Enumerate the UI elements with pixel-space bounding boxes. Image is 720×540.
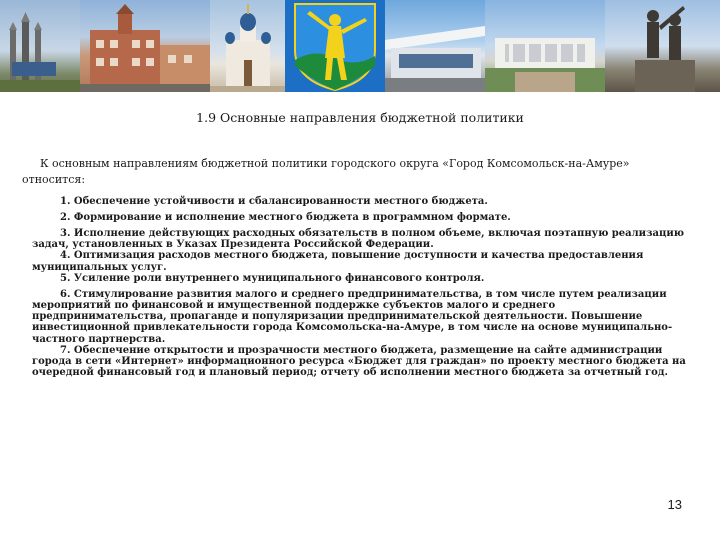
intro-paragraph: К основным направлениям бюджетной политики городского округа «Город Комсомольск-на-Амуре» относится: xyxy=(22,157,630,186)
slide-title: 1.9 Основные направления бюджетной политики xyxy=(196,110,524,125)
list-item: 6. Стимулирование развития малого и среднего предпринимательства, в том числе путем реализации мероприятий по финансовой и имущественной поддержке субъектов малого и среднего предпринимательства, пропаганде и популяризации предпринимательской деятельности. Повышение инвестиционной привлекательности города Комсомольска-на-Амуре, в том числе на основе муниципально-частного партнерства. xyxy=(32,288,673,345)
town-buildings-photo xyxy=(80,0,210,92)
list-item: 4. Оптимизация расходов местного бюджета, повышение доступности и качества предоставления муниципальных услуг. xyxy=(32,250,644,273)
list-item: 2. Формирование и исполнение местного бюджета в программном формате. xyxy=(60,212,511,223)
city-coat-of-arms xyxy=(285,0,385,92)
list-item: 7. Обеспечение открытости и прозрачности местного бюджета, размещение на сайте администрации города в сети «Интернет» информационного ресурса «Бюджет для граждан» по проекту местного бюджета на очередной финансовый год и плановый период; отчету об исполнении местного бюджета за отчетный год. xyxy=(32,344,686,379)
city-square-photo xyxy=(485,0,605,92)
cathedral-photo xyxy=(210,0,285,92)
list-item: 3. Исполнение действующих расходных обязательств в полном объеме, включая поэтапную реализацию задач, установленных в Указах Президента Российской Федерации. xyxy=(32,228,685,251)
budget-policy-list xyxy=(32,196,692,378)
modern-building-photo xyxy=(385,0,485,92)
city-entrance-sign-photo xyxy=(0,0,80,92)
list-item: 5. Усиление роли внутреннего муниципального финансового контроля. xyxy=(60,272,485,284)
list-item: 1. Обеспечение устойчивости и сбалансированности местного бюджета. xyxy=(60,196,488,207)
monument-photo xyxy=(605,0,720,92)
photo-banner xyxy=(0,0,720,92)
page-number: 13 xyxy=(667,497,682,512)
